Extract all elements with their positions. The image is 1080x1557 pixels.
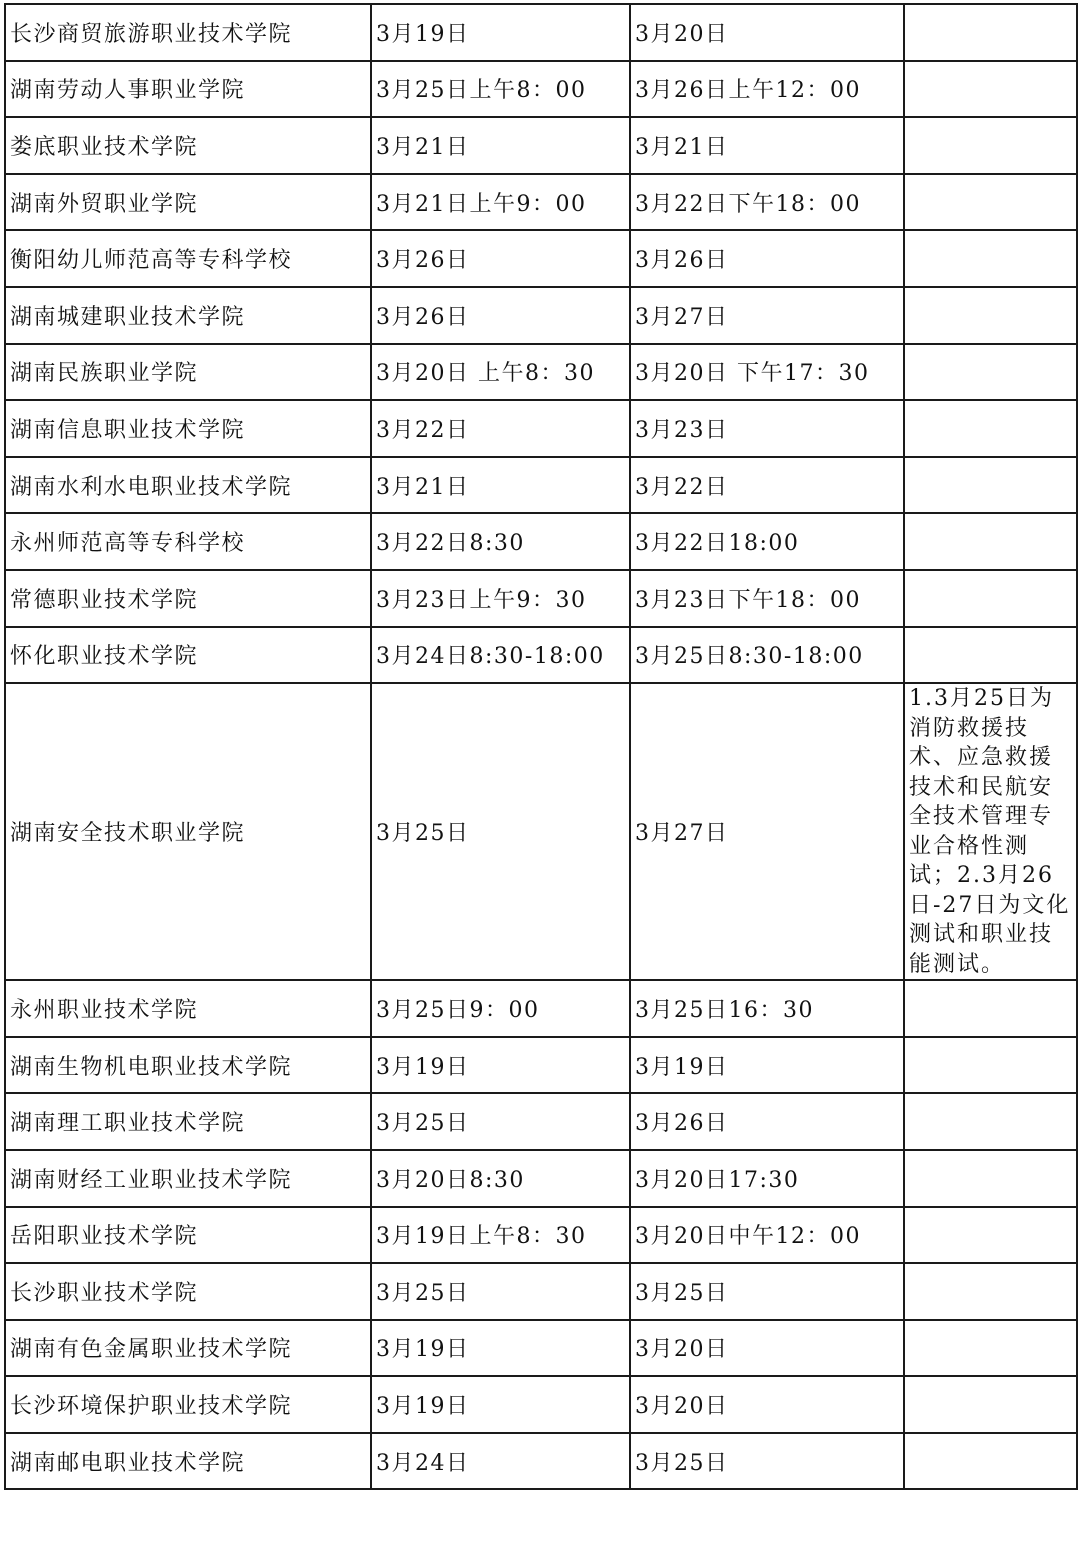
start-time-text: 3月19日 <box>376 1394 470 1420</box>
start-time-text: 3月24日8:30-18:00 <box>376 644 605 670</box>
table-row <box>5 174 1077 231</box>
school-name-cell <box>5 683 371 980</box>
table-row <box>5 1037 1077 1094</box>
end-time-text: 3月26日 <box>635 1111 729 1137</box>
end-time-cell <box>630 627 904 684</box>
start-time-text: 3月19日上午8：30 <box>376 1224 587 1250</box>
school-name-cell <box>5 457 371 514</box>
schedule-table-body <box>5 4 1077 1489</box>
note-cell <box>904 174 1077 231</box>
note-cell <box>904 1150 1077 1207</box>
school-name-text: 常德职业技术学院 <box>10 587 199 613</box>
start-time-cell <box>371 230 630 287</box>
start-time-cell <box>371 457 630 514</box>
end-time-cell <box>630 287 904 344</box>
table-row <box>5 570 1077 627</box>
end-time-cell <box>630 1093 904 1150</box>
note-cell <box>904 683 1077 980</box>
start-time-cell <box>371 400 630 457</box>
end-time-cell <box>630 980 904 1037</box>
start-time-text: 3月20日 上午8：30 <box>376 361 595 387</box>
end-time-cell <box>630 1433 904 1490</box>
end-time-text: 3月20日 <box>635 1337 729 1363</box>
end-time-cell <box>630 230 904 287</box>
start-time-cell <box>371 627 630 684</box>
end-time-cell <box>630 1320 904 1377</box>
school-name-text: 永州职业技术学院 <box>10 997 199 1023</box>
school-name-cell <box>5 174 371 231</box>
note-cell <box>904 1320 1077 1377</box>
start-time-text: 3月19日 <box>376 21 470 47</box>
note-cell <box>904 1207 1077 1264</box>
start-time-cell <box>371 1320 630 1377</box>
school-name-text: 湖南有色金属职业技术学院 <box>10 1337 293 1363</box>
start-time-cell <box>371 513 630 570</box>
school-name-cell <box>5 1207 371 1264</box>
start-time-text: 3月21日 <box>376 474 470 500</box>
end-time-text: 3月20日17:30 <box>635 1167 800 1193</box>
school-name-text: 湖南理工职业技术学院 <box>10 1111 246 1137</box>
school-name-cell <box>5 344 371 401</box>
table-row <box>5 287 1077 344</box>
school-name-text: 娄底职业技术学院 <box>10 134 199 160</box>
schedule-table <box>4 3 1078 1490</box>
note-cell <box>904 1433 1077 1490</box>
end-time-text: 3月20日 <box>635 21 729 47</box>
note-cell <box>904 344 1077 401</box>
table-row <box>5 980 1077 1037</box>
note-cell <box>904 513 1077 570</box>
end-time-cell <box>630 1207 904 1264</box>
end-time-text: 3月20日 <box>635 1394 729 1420</box>
start-time-text: 3月21日上午9：00 <box>376 191 587 217</box>
table-row <box>5 230 1077 287</box>
start-time-text: 3月19日 <box>376 1337 470 1363</box>
table-row <box>5 627 1077 684</box>
table-row <box>5 1263 1077 1320</box>
start-time-text: 3月25日 <box>376 1280 470 1306</box>
start-time-text: 3月26日 <box>376 248 470 274</box>
end-time-cell <box>630 174 904 231</box>
school-name-cell <box>5 627 371 684</box>
table-row <box>5 1433 1077 1490</box>
start-time-cell <box>371 980 630 1037</box>
table-row <box>5 117 1077 174</box>
table-row <box>5 1093 1077 1150</box>
start-time-text: 3月26日 <box>376 304 470 330</box>
end-time-text: 3月20日 下午17：30 <box>635 361 870 387</box>
note-text: 1.3月25日为消防救援技术、应急救援技术和民航安全技术管理专业合格性测试；2.3月26日-27日为文化测试和职业技能测试。 <box>909 686 1071 977</box>
school-name-cell <box>5 400 371 457</box>
end-time-text: 3月27日 <box>635 821 729 847</box>
start-time-text: 3月25日上午8：00 <box>376 78 587 104</box>
table-row <box>5 1320 1077 1377</box>
note-cell <box>904 1376 1077 1433</box>
end-time-cell <box>630 344 904 401</box>
end-time-cell <box>630 457 904 514</box>
school-name-text: 长沙职业技术学院 <box>10 1280 199 1306</box>
table-row <box>5 1150 1077 1207</box>
end-time-text: 3月26日 <box>635 248 729 274</box>
school-name-text: 长沙环境保护职业技术学院 <box>10 1394 293 1420</box>
note-cell <box>904 1037 1077 1094</box>
end-time-cell <box>630 1037 904 1094</box>
end-time-text: 3月22日 <box>635 474 729 500</box>
note-cell <box>904 627 1077 684</box>
end-time-text: 3月20日中午12：00 <box>635 1224 861 1250</box>
end-time-cell <box>630 61 904 118</box>
start-time-text: 3月25日 <box>376 1111 470 1137</box>
end-time-cell <box>630 1263 904 1320</box>
school-name-text: 湖南劳动人事职业学院 <box>10 78 246 104</box>
school-name-text: 衡阳幼儿师范高等专科学校 <box>10 248 293 274</box>
end-time-cell <box>630 1150 904 1207</box>
end-time-text: 3月26日上午12：00 <box>635 78 861 104</box>
note-cell <box>904 570 1077 627</box>
start-time-cell <box>371 61 630 118</box>
start-time-text: 3月23日上午9：30 <box>376 587 587 613</box>
start-time-cell <box>371 117 630 174</box>
start-time-cell <box>371 1037 630 1094</box>
end-time-cell <box>630 117 904 174</box>
school-name-cell <box>5 570 371 627</box>
school-name-cell <box>5 287 371 344</box>
start-time-cell <box>371 570 630 627</box>
end-time-cell <box>630 4 904 61</box>
school-name-text: 怀化职业技术学院 <box>10 644 199 670</box>
school-name-text: 湖南民族职业学院 <box>10 361 199 387</box>
school-name-cell <box>5 117 371 174</box>
start-time-text: 3月20日8:30 <box>376 1167 525 1193</box>
note-cell <box>904 287 1077 344</box>
start-time-cell <box>371 1150 630 1207</box>
end-time-text: 3月23日下午18：00 <box>635 587 861 613</box>
school-name-cell <box>5 61 371 118</box>
end-time-text: 3月23日 <box>635 417 729 443</box>
start-time-text: 3月22日8:30 <box>376 531 525 557</box>
note-cell <box>904 1263 1077 1320</box>
end-time-text: 3月22日下午18：00 <box>635 191 861 217</box>
school-name-text: 湖南水利水电职业技术学院 <box>10 474 293 500</box>
table-row <box>5 4 1077 61</box>
school-name-cell <box>5 4 371 61</box>
start-time-cell <box>371 344 630 401</box>
school-name-cell <box>5 1376 371 1433</box>
school-name-cell <box>5 980 371 1037</box>
start-time-text: 3月25日 <box>376 821 470 847</box>
table-row <box>5 457 1077 514</box>
note-cell <box>904 4 1077 61</box>
school-name-text: 湖南生物机电职业技术学院 <box>10 1054 293 1080</box>
end-time-text: 3月25日16：30 <box>635 997 814 1023</box>
end-time-text: 3月25日8:30-18:00 <box>635 644 864 670</box>
end-time-text: 3月21日 <box>635 134 729 160</box>
end-time-text: 3月25日 <box>635 1280 729 1306</box>
school-name-cell <box>5 1320 371 1377</box>
start-time-cell <box>371 683 630 980</box>
end-time-text: 3月25日 <box>635 1450 729 1476</box>
start-time-cell <box>371 1433 630 1490</box>
table-row <box>5 344 1077 401</box>
note-cell <box>904 117 1077 174</box>
school-name-cell <box>5 1263 371 1320</box>
start-time-text: 3月21日 <box>376 134 470 160</box>
start-time-cell <box>371 174 630 231</box>
school-name-text: 湖南安全技术职业学院 <box>10 821 246 847</box>
school-name-text: 湖南邮电职业技术学院 <box>10 1450 246 1476</box>
school-name-cell <box>5 1093 371 1150</box>
start-time-text: 3月24日 <box>376 1450 470 1476</box>
note-cell <box>904 61 1077 118</box>
end-time-text: 3月19日 <box>635 1054 729 1080</box>
school-name-text: 湖南信息职业技术学院 <box>10 417 246 443</box>
school-name-text: 永州师范高等专科学校 <box>10 531 246 557</box>
note-cell <box>904 400 1077 457</box>
end-time-cell <box>630 683 904 980</box>
school-name-cell <box>5 513 371 570</box>
end-time-cell <box>630 400 904 457</box>
end-time-text: 3月22日18:00 <box>635 531 800 557</box>
note-cell <box>904 230 1077 287</box>
school-name-text: 湖南财经工业职业技术学院 <box>10 1167 293 1193</box>
start-time-text: 3月25日9：00 <box>376 997 540 1023</box>
table-row <box>5 683 1077 980</box>
school-name-text: 长沙商贸旅游职业技术学院 <box>10 21 293 47</box>
end-time-cell <box>630 513 904 570</box>
note-cell <box>904 457 1077 514</box>
table-row <box>5 400 1077 457</box>
school-name-text: 湖南城建职业技术学院 <box>10 304 246 330</box>
table-row <box>5 1207 1077 1264</box>
start-time-cell <box>371 1207 630 1264</box>
start-time-cell <box>371 4 630 61</box>
school-name-cell <box>5 1150 371 1207</box>
start-time-cell <box>371 1263 630 1320</box>
start-time-cell <box>371 1376 630 1433</box>
start-time-text: 3月22日 <box>376 417 470 443</box>
start-time-cell <box>371 287 630 344</box>
table-row <box>5 61 1077 118</box>
table-row <box>5 1376 1077 1433</box>
end-time-cell <box>630 1376 904 1433</box>
end-time-text: 3月27日 <box>635 304 729 330</box>
start-time-text: 3月19日 <box>376 1054 470 1080</box>
end-time-cell <box>630 570 904 627</box>
school-name-cell <box>5 1037 371 1094</box>
note-cell <box>904 980 1077 1037</box>
school-name-text: 岳阳职业技术学院 <box>10 1224 199 1250</box>
note-cell <box>904 1093 1077 1150</box>
school-name-cell <box>5 230 371 287</box>
school-name-text: 湖南外贸职业学院 <box>10 191 199 217</box>
table-row <box>5 513 1077 570</box>
school-name-cell <box>5 1433 371 1490</box>
start-time-cell <box>371 1093 630 1150</box>
